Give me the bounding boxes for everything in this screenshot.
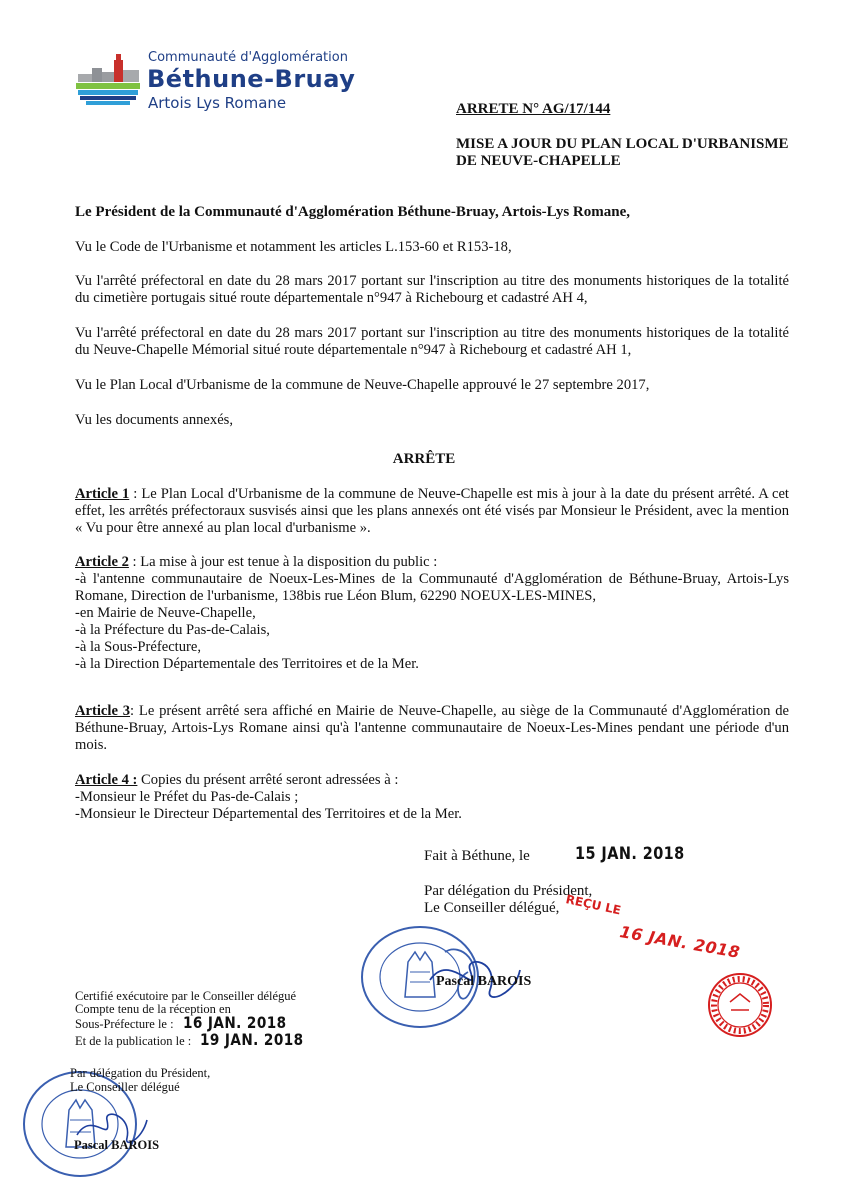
- logo-line-3: Artois Lys Romane: [148, 94, 287, 112]
- certification-sous-prefecture-label: Sous-Préfecture le :: [75, 1017, 174, 1031]
- vu-arrete-cimetiere: Vu l'arrêté préfectoral en date du 28 mars 2017 portant sur l'inscription au titre des monuments historiques de la totalité du cimetière portugais situé route départementale n°947 à Richebourg et cadastré AH 4,: [75, 273, 789, 306]
- arrete-number: ARRETE N° AG/17/144: [456, 101, 611, 117]
- received-stamp-label: REÇU LE: [564, 892, 623, 918]
- certification-line-1: Certifié exécutoire par le Conseiller délégué: [75, 989, 297, 1003]
- article-4: [75, 772, 789, 823]
- article-2-intro: [75, 554, 789, 571]
- logo-mark-icon: [76, 50, 142, 110]
- article-2-item: -à l'antenne communautaire de Noeux-Les-Mines de la Communauté d'Agglomération de Béthune-Bruay, Artois-Lys Romane, Direction de l'urbanisme, 138bis rue Léon Blum, 62290 NOEUX-LES-MINES,: [75, 571, 789, 604]
- article-4-text: Copies du présent arrêté seront adressées à :: [137, 772, 399, 788]
- decree-title: ARRÊTE: [392, 451, 456, 467]
- article-1-label: Article 1: [75, 486, 130, 502]
- certification-publication-date: 19 JAN. 2018: [200, 1030, 304, 1049]
- certification-name: Pascal BAROIS: [74, 1138, 160, 1152]
- article-4-label: Article 4 :: [75, 772, 138, 788]
- article-2-item: -à la Préfecture du Pas-de-Calais,: [75, 622, 270, 638]
- article-1-text: : Le Plan Local d'Urbanisme de la commune de Neuve-Chapelle est mis à jour à la date du présent arrêté. A cet effet, les arrêtés préfectoraux susvisés ainsi que les plans annexés ont été visés par Monsieur le Président, avec la mention « Vu pour être annexé au plan local d'urbanisme ».: [75, 486, 789, 536]
- certification-line-2: Compte tenu de la réception en: [75, 1002, 231, 1016]
- vu-code-urbanisme: Vu le Code de l'Urbanisme et notamment les articles L.153-60 et R153-18,: [75, 239, 512, 255]
- article-3-text: : Le présent arrêté sera affiché en Mairie de Neuve-Chapelle, au siège de la Communauté d'Agglomération de Béthune-Bruay, Artois-Lys Romane ainsi qu'à l'antenne communautaire de Noeux-Les-Mines pendant une période d'un mois.: [75, 703, 790, 753]
- article-2-text: : La mise à jour est tenue à la disposition du public :: [128, 554, 438, 570]
- signature-role: Le Conseiller délégué,: [424, 900, 560, 916]
- signature-delegation: Par délégation du Président,: [424, 883, 593, 899]
- certification-role: Le Conseiller délégué: [70, 1080, 180, 1094]
- received-stamp-date: 16 JAN. 2018: [618, 922, 742, 962]
- article-2-item: -à la Direction Départementale des Territoires et de la Mer.: [75, 656, 419, 672]
- vu-plu: Vu le Plan Local d'Urbanisme de la commune de Neuve-Chapelle approuvé le 27 septembre 2017,: [75, 377, 650, 393]
- article-1: [75, 486, 789, 537]
- prefecture-seal-icon: [705, 970, 775, 1040]
- article-4-item: -Monsieur le Directeur Départemental des Territoires et de la Mer.: [75, 806, 462, 822]
- certification-line-4: [75, 1030, 322, 1050]
- subject-line-1: MISE A JOUR DU PLAN LOCAL D'URBANISME: [456, 136, 789, 152]
- certification-delegation: Par délégation du Président,: [70, 1066, 211, 1080]
- signature-date-stamp: 15 JAN. 2018: [575, 844, 685, 864]
- certification-sous-prefecture-date: 16 JAN. 2018: [182, 1013, 287, 1032]
- article-2-item: -à la Sous-Préfecture,: [75, 639, 202, 655]
- article-3-label: Article 3: [75, 703, 131, 719]
- logo-line-1: Communauté d'Agglomération: [148, 50, 348, 65]
- signature-name: Pascal BAROIS: [436, 974, 532, 989]
- logo-line-2: Béthune-Bruay: [147, 65, 356, 93]
- article-4-intro: [75, 772, 789, 789]
- vu-arrete-memorial: Vu l'arrêté préfectoral en date du 28 mars 2017 portant sur l'inscription au titre des monuments historiques de la totalité du Neuve-Chapelle Mémorial situé route départementale n°947 à Richebourg et cadastré AH 1,: [75, 325, 789, 358]
- article-4-item: -Monsieur le Préfet du Pas-de-Calais ;: [75, 789, 299, 805]
- certification-block: [75, 990, 322, 1050]
- subject-line-2: DE NEUVE-CHAPELLE: [456, 153, 621, 169]
- article-3: [75, 703, 789, 754]
- vu-documents: Vu les documents annexés,: [75, 412, 233, 428]
- article-2-item: -en Mairie de Neuve-Chapelle,: [75, 605, 256, 621]
- certification-publication-label: Et de la publication le :: [75, 1034, 192, 1048]
- article-2: [75, 554, 789, 673]
- logo: [76, 50, 366, 112]
- article-2-label: Article 2: [75, 554, 129, 570]
- signature-place: Fait à Béthune, le: [424, 848, 530, 864]
- president-line: Le Président de la Communauté d'Agglomération Béthune-Bruay, Artois-Lys Romane,: [75, 204, 630, 220]
